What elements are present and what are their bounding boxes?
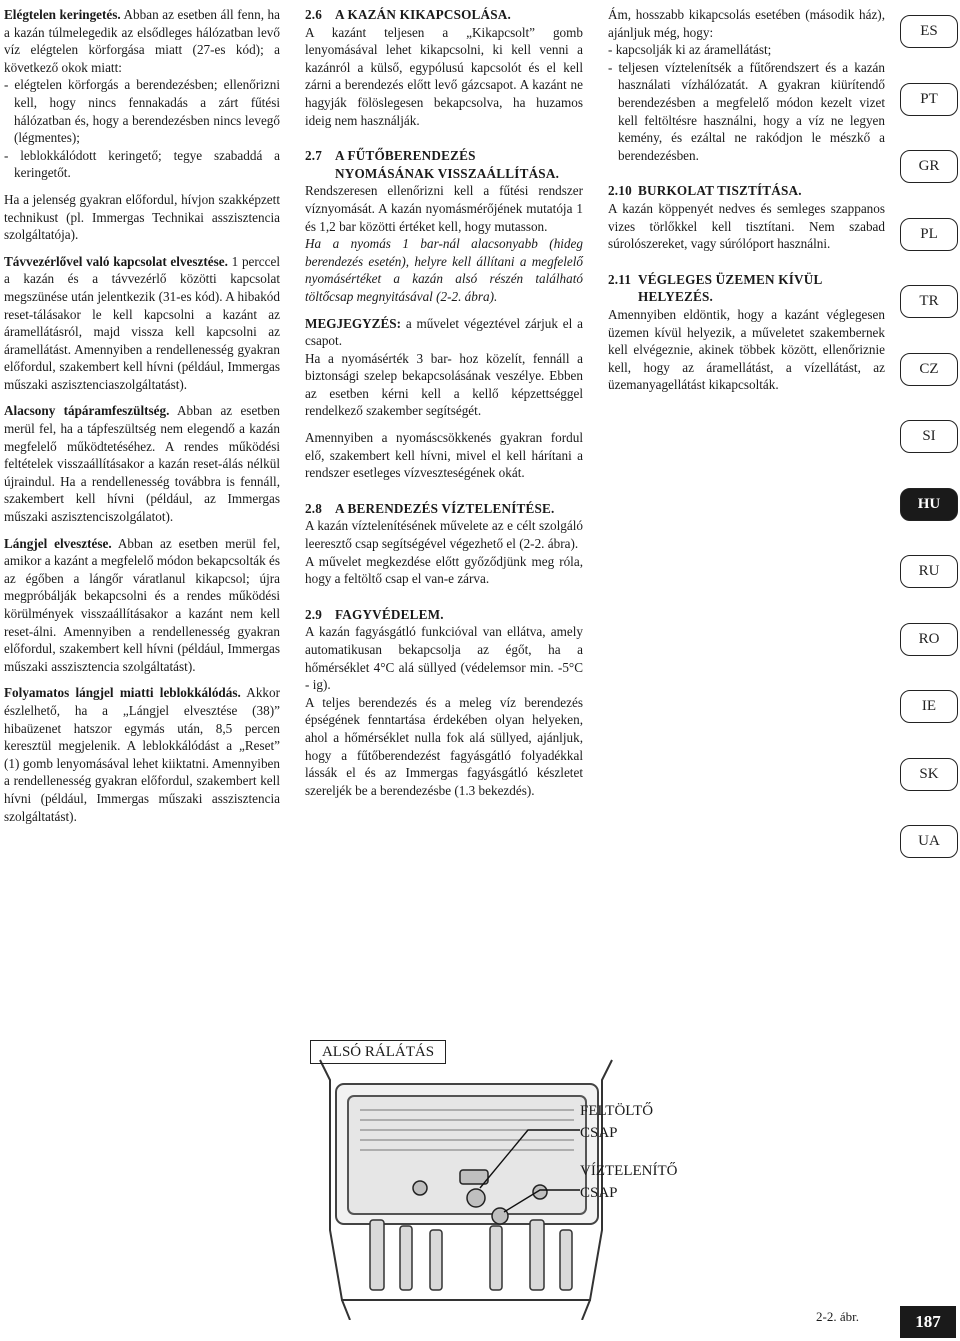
paragraph-title: Távvezérlővel való kapcsolat elvesztése. xyxy=(4,253,228,269)
paragraph-italic: Ha a nyomás 1 bar-nál alacsonyabb (hideg berendezés esetén), helyre kell állítani a megfelelő nyomásértéket a kazán alsó részén található töltőcsap megnyitásával (2-2. ábra). xyxy=(305,236,583,304)
tab-es[interactable]: ES xyxy=(900,15,958,48)
note-text: a művelet végeztével zárjuk el a csapot. xyxy=(305,315,583,349)
list-item: - kapcsolják ki az áramellátást; xyxy=(608,42,772,58)
tab-tr[interactable]: TR xyxy=(900,285,958,318)
section-title: A FŰTŐBERENDEZÉS xyxy=(335,148,476,164)
paragraph-title: Elégtelen keringetés. xyxy=(4,7,121,22)
paragraph: Ha a jelenség gyakran előfordul, hívjon szakképzett technikust (pl. Immergas Technikai asszisztencia szolgáltatója). xyxy=(4,191,280,243)
fill-valve-label-line1: FELTÖLTŐ xyxy=(580,1103,654,1119)
paragraph-title: Folyamatos lángjel miatti leblokkálódás. xyxy=(4,685,241,701)
paragraph: A kazán köppenyét nedves és semleges szappanos vizes törlőkkel kell tisztítani. Nem szabad súrolószereket, vagy súrólóport használni. xyxy=(608,200,885,252)
figure-title: ALSÓ RÁLÁTÁS xyxy=(310,1040,446,1064)
paragraph-text: Abban az esetben merül fel, amikor a kazánt a megfelelő módon bekapcsolták és az égőben a lángőr váratlanul kikapcsol; újra megpróbálják bekapcsolni és a rendes működési körülmények visszaállításakor a kazánt nem kell reset-álni. Amennyiben a rendellenesség gyakran előfordul, szakembert kell hívni (például, Immergas műszaki asszisztencia szolgáltatást). xyxy=(4,535,281,674)
section-title: VÉGLEGES ÜZEMEN KÍVÜL xyxy=(638,271,823,287)
paragraph-text: 1 perccel a kazán és a távvezérlő közötti kapcsolat megszünése után jelentkezik (31-es kód). A hibakód reset-tálásakor le kell kapcsolni a kazánt az áramellátásról, majd vissza kell kapcsolni az áramellátást. Amennyiben a rendellenesség gyakran előfordul, szakembert kell hívni (például, Immergas műszaki aszisztenciaszolgáltatást). xyxy=(4,253,281,392)
paragraph: A kazán fagyásgátló funkcióval van ellátva, amely automatikusan bekapcsolja az égőt, ha a hőmérséklet 4°C alá süllyed (védelemsor min. -5°C - ig). xyxy=(305,624,583,693)
paragraph: Rendszeresen ellenőrizni kell a fűtési rendszer víznyomását. A kazán nyomásmérőjének mutatója 1 és 1,2 bar közötti értéket kell, hogy mutasson. xyxy=(305,183,583,234)
section-title: FAGYVÉDELEM. xyxy=(335,606,444,622)
paragraph-text: Akkor észlelhető, ha a „Lángjel elvesztése (38)” hibaüzenet hatszor egymás után, 8,5 percen keresztül megjelenik. A leblokkálódást a „Reset” (1) gomb lenyomásával lehet kiiktatni. Amennyiben a rendellenesség gyakran előfordul, szakembert kell hívni (például, Immergas műszaki asszisztencia szolgáltatást). xyxy=(4,685,280,824)
drain-valve-label xyxy=(580,1160,677,1204)
paragraph-text: Abban az esetben merül fel, ha a tápfeszültség nem elegendő a kazán megfelelő működtetéséhez. A rendes működési feltételek visszaállításakor a kazán reset-álás nélkül újraindul. Ha a rendellenesség továbbra is fennáll, szakembert kell hívni (például, az Immergas műszaki aszisztenciszolgálatot). xyxy=(4,403,280,525)
tab-hu[interactable]: HU xyxy=(900,488,958,521)
tab-si[interactable]: SI xyxy=(900,420,958,453)
section-title-line2: NYOMÁSÁNAK VISSZAÁLLÍTÁSA. xyxy=(335,165,560,181)
section-title: BURKOLAT TISZTÍTÁSA. xyxy=(638,183,802,199)
paragraph: A művelet megkezdése előtt győződjünk meg róla, hogy a feltöltő csap el van-e zárva. xyxy=(305,553,583,587)
tab-ru[interactable]: RU xyxy=(900,555,958,588)
section-title-line2: HELYEZÉS. xyxy=(638,289,713,305)
tab-ro[interactable]: RO xyxy=(900,623,958,656)
page-number: 187 xyxy=(900,1306,956,1338)
paragraph-remote-control xyxy=(4,253,280,394)
fill-valve-label-line2: CSAP xyxy=(580,1125,618,1141)
section-number: 2.11 xyxy=(608,271,632,287)
tab-pl[interactable]: PL xyxy=(900,218,958,251)
tab-sk[interactable]: SK xyxy=(900,758,958,791)
paragraph-insufficient-circulation xyxy=(4,6,280,76)
paragraph-flame-loss xyxy=(4,535,280,676)
paragraph-text: Abban az esetben áll fenn, ha a kazán túlmelegedik az elsődleges hálózatban levő víz elégtelen körforgása miatt (27-es kód); a következő okok miatt: xyxy=(4,7,280,75)
section-number: 2.9 xyxy=(305,606,323,622)
section-number: 2.10 xyxy=(608,183,632,199)
drain-valve-label-line2: CSAP xyxy=(580,1185,618,1201)
section-heading-2-6 xyxy=(305,6,583,24)
paragraph: Ha a nyomásérték 3 bar- hoz közelít, fennáll a biztonsági szelep bekapcsolásának veszélye. Ebben az esetben kérni kell a kellő képzettséggel rendelkező szakember segítségét. xyxy=(305,350,583,419)
paragraph: A teljes berendezés és a meleg víz berendezés épségének fenntartása érdekében olyan helyeken, ahol a hőmérséklet nulla fok alá süllyed, ajánljuk, hogy a fűtőberendezést fagyásgátló folyadékkal lássák el és az Immergas fagyásgátló készletet szereljék be a berendezésbe (1.3 bekezdés). xyxy=(305,694,583,798)
tab-ua[interactable]: UA xyxy=(900,825,958,858)
column-1 xyxy=(4,6,280,825)
tab-pt[interactable]: PT xyxy=(900,83,958,116)
paragraph: Amennyiben a nyomáscsökkenés gyakran fordul elő, szakembert kell hívni, mivel el kell hárítani a rendszer esetleges vízveszteségének okát. xyxy=(305,430,583,481)
section-heading-2-11 xyxy=(608,271,885,306)
figure-caption: 2-2. ábr. xyxy=(816,1309,859,1324)
paragraph: A kazán víztelenítésének művelete az e célt szolgáló leeresztő csap segítségével végezhető el (2-2. ábra). xyxy=(305,518,583,552)
paragraph-note xyxy=(305,315,583,350)
section-heading-2-8 xyxy=(305,500,583,518)
paragraph: Ám, hosszabb kikapcsolás esetében (második ház), ajánljuk még, hogy: xyxy=(608,7,885,40)
paragraph-low-voltage xyxy=(4,402,280,525)
section-heading-2-7 xyxy=(305,147,583,182)
list-item: - teljesen víztelenítsék a fűtőrendszert és a kazán használati vízhálózatát. A gyakran kiürítendő berendezésben a megfelelő módon kezelt vizet kell feltöltésre használni, hogy a víz ne legyen kemény, és ezáltal ne rakódjon le mészkő a berendezésben. xyxy=(608,59,885,163)
column-2 xyxy=(305,6,583,799)
paragraph: Amennyiben eldöntik, hogy a kazánt véglegesen üzemen kívül helyezik, a műveletet szakembernek kell elvégeznie, akinek többek között, ellenőriznie kell, hogy az áramellátást, a vízellátást, az üzemanyagellátást kikapcsolták. xyxy=(608,306,885,393)
tab-gr[interactable]: GR xyxy=(900,150,958,183)
section-heading-2-9 xyxy=(305,606,583,624)
drain-valve-label-line1: VÍZTELENÍTŐ xyxy=(580,1163,678,1179)
section-title: A BERENDEZÉS VÍZTELENÍTÉSE. xyxy=(335,500,555,516)
list-item: - leblokkálódott keringető; tegye szabaddá a keringetőt. xyxy=(4,147,280,181)
section-title: A KAZÁN KIKAPCSOLÁSA. xyxy=(335,7,512,22)
paragraph-title: Lángjel elvesztése. xyxy=(4,535,112,551)
section-number: 2.6 xyxy=(305,7,323,22)
section-number: 2.8 xyxy=(305,500,323,516)
paragraph-flame-block xyxy=(4,684,280,825)
figure-2-2 xyxy=(290,1020,890,1320)
paragraph: A kazánt teljesen a „Kikapcsolt” gomb lenyomásával lehet kikapcsolni, ki kell venni a kazánról a külső, egypólusú kapcsolót és el kell zárni a berendezés előtt levő gázcsapot. A kazánt ne hagyják fölöslegesen bekapcsolva, ha huzamos ideig nem használják. xyxy=(305,24,583,128)
section-heading-2-10 xyxy=(608,182,885,200)
note-label: MEGJEGYZÉS: xyxy=(305,315,401,331)
section-number: 2.7 xyxy=(305,148,323,164)
list-item: - elégtelen körforgás a berendezésben; ellenőrizni kell, hogy nincs fennakadás a zárt fűtési hálózatban és, hogy a berendezésben nincs levegő (légmentes); xyxy=(4,77,280,146)
fill-valve-label xyxy=(580,1100,653,1144)
column-3 xyxy=(608,6,885,394)
tab-cz[interactable]: CZ xyxy=(900,353,958,386)
tab-ie[interactable]: IE xyxy=(900,690,958,723)
paragraph-title: Alacsony tápáramfeszültség. xyxy=(4,403,170,419)
